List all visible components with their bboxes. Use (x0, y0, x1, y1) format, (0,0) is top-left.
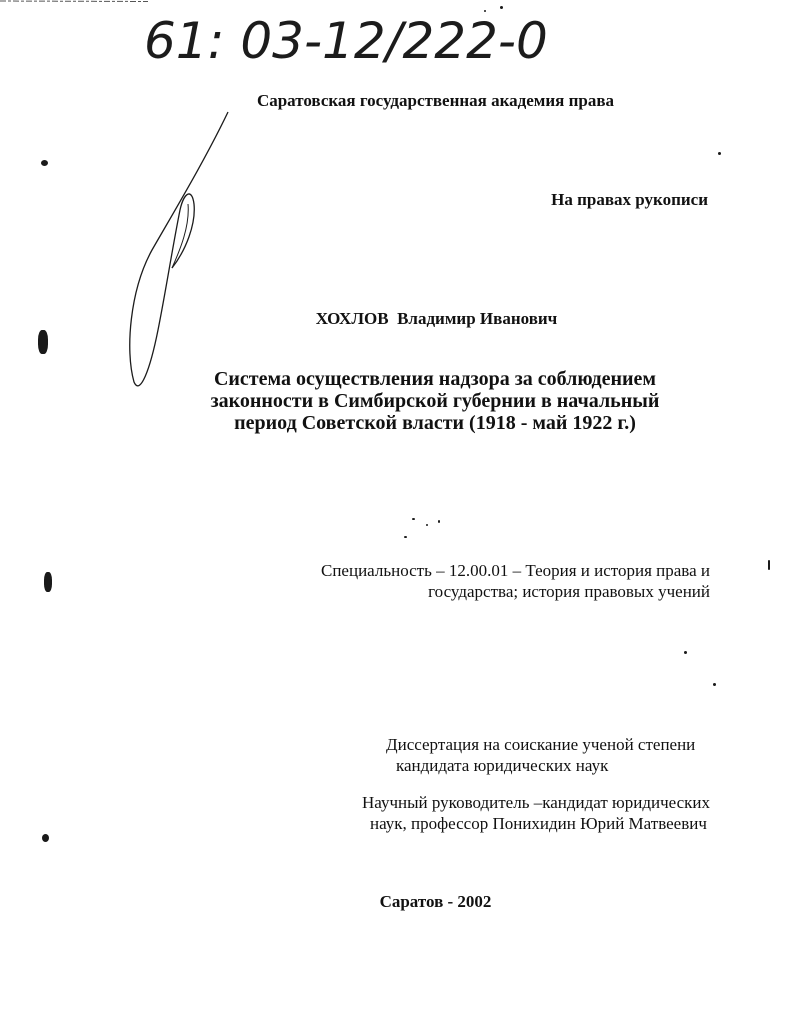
author-surname: ХОХЛОВ (315, 309, 389, 328)
scan-speck (41, 160, 48, 166)
scan-speck (38, 330, 48, 354)
scan-speck (484, 10, 486, 12)
scan-speck (768, 560, 770, 570)
supervisor-line-1: Научный руководитель –кандидат юридических (362, 793, 710, 812)
scan-artifact-top-left (0, 0, 150, 3)
manuscript-note: На правах рукописи (551, 190, 708, 209)
scan-speck (718, 152, 721, 155)
scan-speck (404, 536, 407, 538)
supervisor-line-2: наук, профессор Понихидин Юрий Матвеевич (370, 814, 707, 833)
scan-speck (44, 572, 52, 592)
handwritten-archive-number (140, 6, 580, 76)
degree-line-1: Диссертация на соискание ученой степени (386, 735, 696, 754)
specialty-line-2: государства; история правовых учений (428, 582, 710, 601)
supervisor (320, 792, 710, 834)
degree-line-2: кандидата юридических наук (396, 756, 609, 775)
archive-number-text: 61: 03-12/222-0 (144, 12, 548, 70)
signature-mark (110, 100, 250, 400)
author-name (0, 309, 799, 329)
scan-speck (684, 651, 687, 654)
scan-speck (42, 834, 49, 842)
scan-speck (426, 524, 428, 526)
scan-speck (500, 6, 503, 9)
scan-speck (713, 683, 716, 686)
specialty-line-1: Специальность – 12.00.01 – Теория и история права и (320, 561, 710, 580)
scan-speck (412, 518, 415, 520)
degree-statement (330, 734, 710, 776)
institution-name: Саратовская государственная академия права (256, 91, 615, 110)
city-year: Саратов - 2002 (379, 892, 492, 911)
scan-speck (438, 520, 440, 523)
author-given-names: Владимир Иванович (397, 309, 558, 328)
specialty (250, 560, 710, 602)
dissertation-title: Система осуществления надзора за соблюдением законности в Симбирской губернии в начальный период Советской власти (1918 - май 1922 г.) (210, 368, 660, 434)
